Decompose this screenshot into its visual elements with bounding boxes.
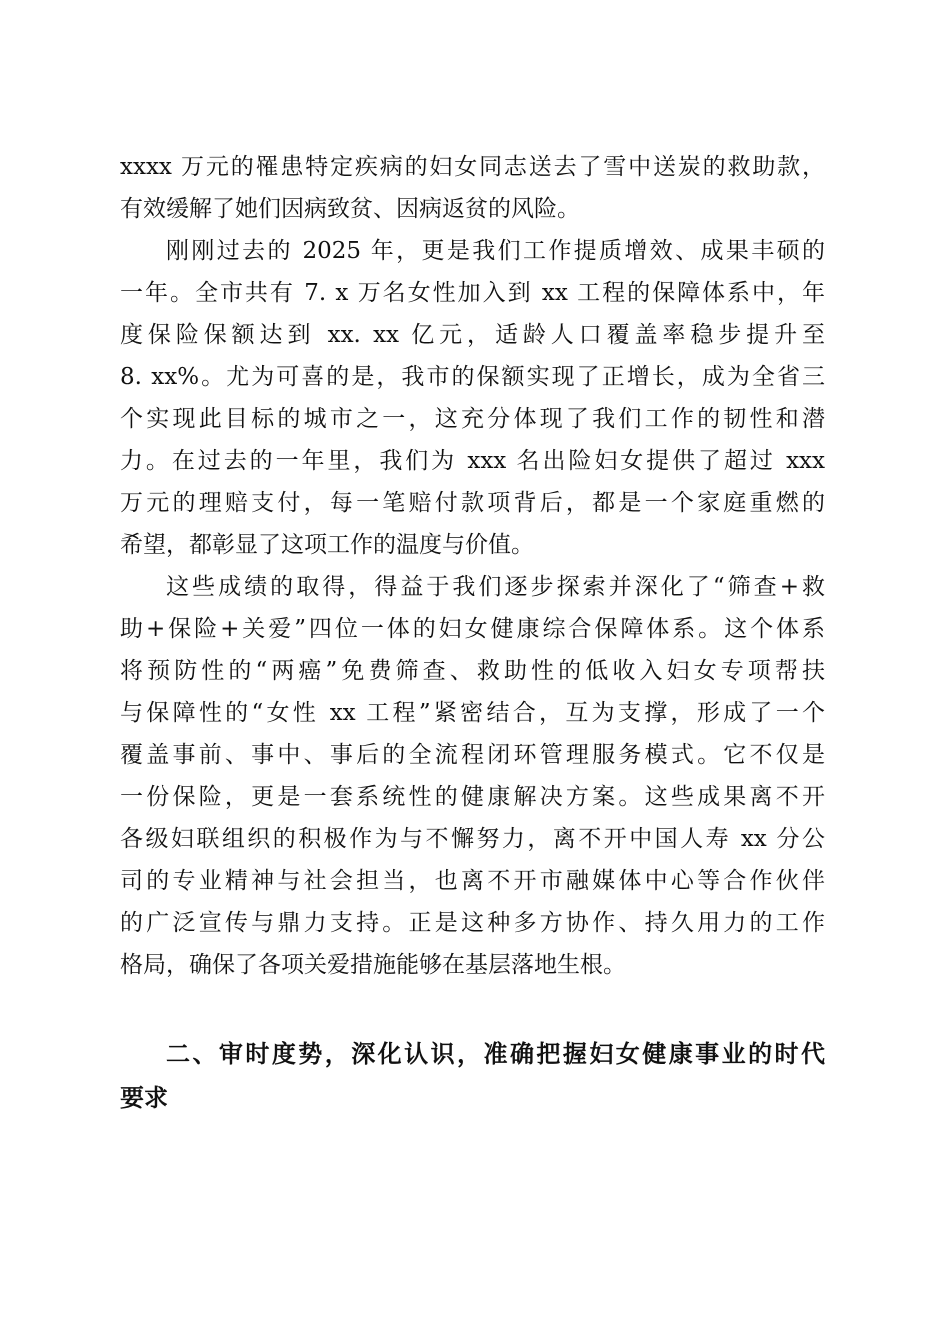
section-heading-line: 二、审时度势，深化认识，准确把握妇女健康事业的时代 bbox=[166, 1040, 825, 1068]
paragraph-line: 刚刚过去的 2025 年，更是我们工作提质增效、成果丰硕的 bbox=[166, 238, 825, 264]
paragraph-line: xxxx 万元的罹患特定疾病的妇女同志送去了雪中送炭的救助款， bbox=[120, 154, 825, 180]
paragraph-line: 助+保险+关爱”四位一体的妇女健康综合保障体系。这个体系 bbox=[120, 616, 825, 642]
paragraph-line: 万元的理赔支付，每一笔赔付款项背后，都是一个家庭重燃的 bbox=[120, 490, 825, 516]
paragraph-line: 有效缓解了她们因病致贫、因病返贫的风险。 bbox=[120, 196, 580, 222]
paragraph-line: 希望，都彰显了这项工作的温度与价值。 bbox=[120, 532, 534, 558]
section-heading-line: 要求 bbox=[120, 1084, 168, 1112]
paragraph-line: 覆盖事前、事中、事后的全流程闭环管理服务模式。它不仅是 bbox=[120, 742, 825, 768]
paragraph-line: 的广泛宣传与鼎力支持。正是这种多方协作、持久用力的工作 bbox=[120, 910, 825, 936]
paragraph-line: 司的专业精神与社会担当，也离不开市融媒体中心等合作伙伴 bbox=[120, 868, 825, 894]
paragraph-line: 将预防性的“两癌”免费筛查、救助性的低收入妇女专项帮扶 bbox=[120, 658, 825, 684]
paragraph-line: 这些成绩的取得，得益于我们逐步探索并深化了“筛查+救 bbox=[166, 574, 825, 600]
paragraph-line: 各级妇联组织的积极作为与不懈努力，离不开中国人寿 xx 分公 bbox=[120, 826, 825, 852]
paragraph-line: 格局，确保了各项关爱措施能够在基层落地生根。 bbox=[120, 952, 626, 978]
paragraph-line: 一份保险，更是一套系统性的健康解决方案。这些成果离不开 bbox=[120, 784, 825, 810]
paragraph-line: 一年。全市共有 7. x 万名女性加入到 xx 工程的保障体系中，年 bbox=[120, 280, 825, 306]
paragraph-line: 8. xx%。尤为可喜的是，我市的保额实现了正增长，成为全省三 bbox=[120, 364, 825, 390]
paragraph-line: 个实现此目标的城市之一，这充分体现了我们工作的韧性和潜 bbox=[120, 406, 825, 432]
paragraph-line: 力。在过去的一年里，我们为 xxx 名出险妇女提供了超过 xxx bbox=[120, 448, 825, 474]
paragraph-line: 与保障性的“女性 xx 工程”紧密结合，互为支撑，形成了一个 bbox=[120, 700, 825, 726]
paragraph-line: 度保险保额达到 xx. xx 亿元，适龄人口覆盖率稳步提升至 bbox=[120, 322, 825, 348]
